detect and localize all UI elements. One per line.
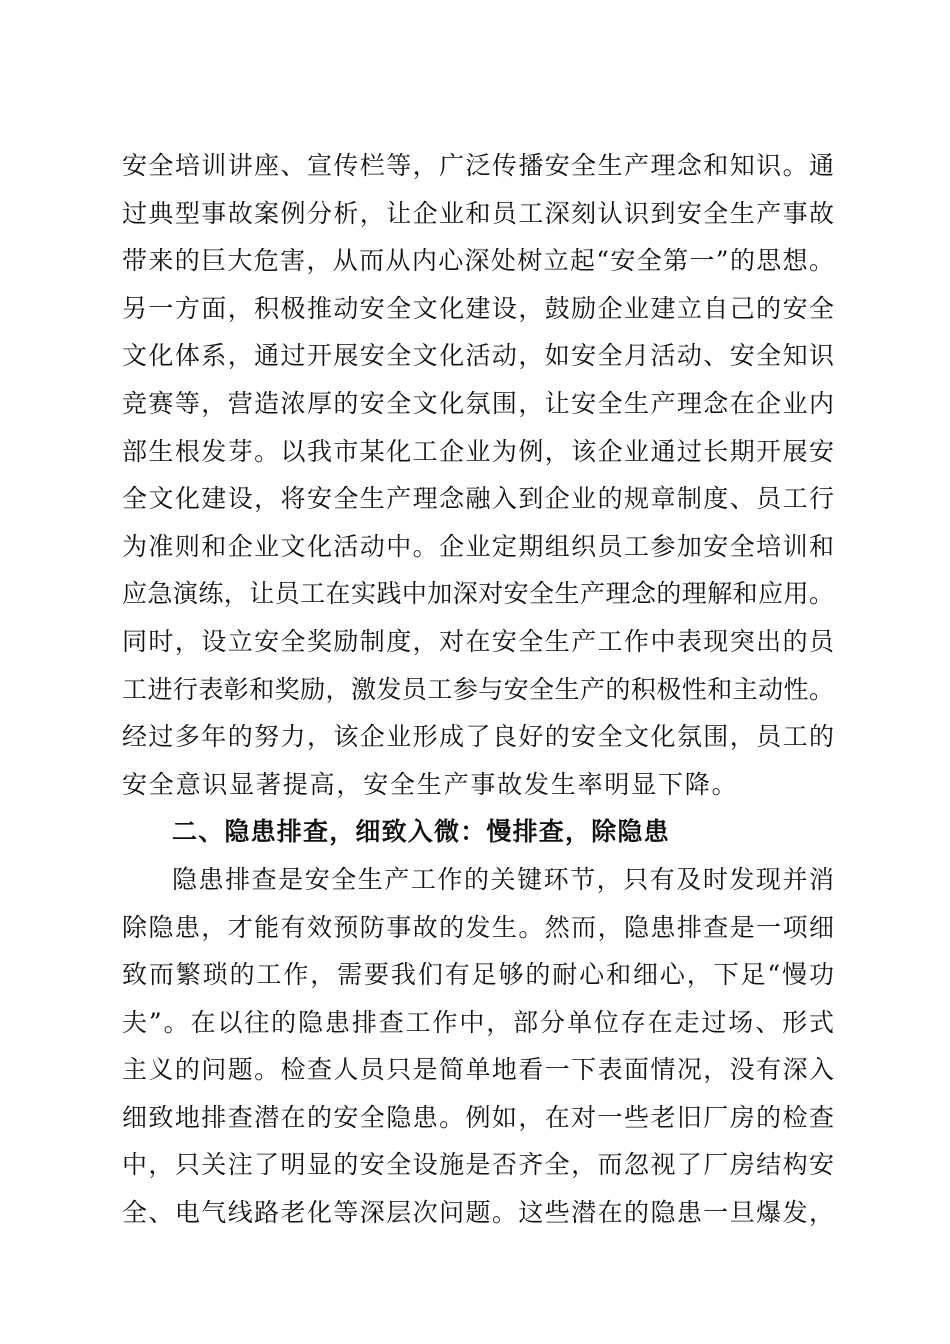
text-line: 隐患排查是安全生产工作的关键环节，只有及时发现并消 <box>172 864 834 894</box>
text-line: 过典型事故案例分析，让企业和员工深刻认识到安全生产事故 <box>122 198 834 228</box>
text-line: 安全培训讲座、宣传栏等，广泛传播安全生产理念和知识。通 <box>122 151 834 180</box>
text-line: 细致地排查潜在的安全隐患。例如，在对一些老旧厂房的检查 <box>122 1102 834 1132</box>
body-paragraph <box>122 142 834 808</box>
text-line: 为准则和企业文化活动中。企业定期组织员工参加安全培训和 <box>122 531 834 561</box>
text-line: 除隐患，才能有效预防事故的发生。然而，隐患排查是一项细 <box>122 912 834 942</box>
body-paragraph <box>122 856 834 1237</box>
text-line: 全、电气线路老化等深层次问题。这些潜在的隐患一旦爆发， <box>122 1198 834 1228</box>
text-line: 同时，设立安全奖励制度，对在安全生产工作中表现突出的员 <box>122 626 834 656</box>
text-line: 全文化建设，将安全生产理念融入到企业的规章制度、员工行 <box>122 484 834 514</box>
text-line: 经过多年的努力，该企业形成了良好的安全文化氛围，员工的 <box>122 722 834 752</box>
text-line: 安全意识显著提高，安全生产事故发生率明显下降。 <box>122 769 739 799</box>
text-line: 竞赛等，营造浓厚的安全文化氛围，让安全生产理念在企业内 <box>122 388 834 418</box>
text-line: 夫”。在以往的隐患排查工作中，部分单位存在走过场、形式 <box>122 1007 834 1037</box>
text-line: 文化体系，通过开展安全文化活动，如安全月活动、安全知识 <box>122 341 834 371</box>
text-line: 带来的巨大危害，从而从内心深处树立起“安全第一”的思想。 <box>122 246 834 276</box>
section-heading: 二、隐患排查，细致入微：慢排查，除隐患 <box>172 817 670 847</box>
text-line: 主义的问题。检查人员只是简单地看一下表面情况，没有深入 <box>122 1055 834 1085</box>
text-line: 中，只关注了明显的安全设施是否齐全，而忽视了厂房结构安 <box>122 1150 834 1180</box>
document-body <box>122 142 834 1237</box>
text-line: 致而繁琐的工作，需要我们有足够的耐心和细心，下足“慢功 <box>122 960 834 990</box>
text-line: 工进行表彰和奖励，激发员工参与安全生产的积极性和主动性。 <box>122 674 834 704</box>
text-line: 部生根发芽。以我市某化工企业为例，该企业通过长期开展安 <box>122 436 834 466</box>
text-line: 另一方面，积极推动安全文化建设，鼓励企业建立自己的安全 <box>122 293 834 323</box>
text-line: 应急演练，让员工在实践中加深对安全生产理念的理解和应用。 <box>122 579 834 609</box>
